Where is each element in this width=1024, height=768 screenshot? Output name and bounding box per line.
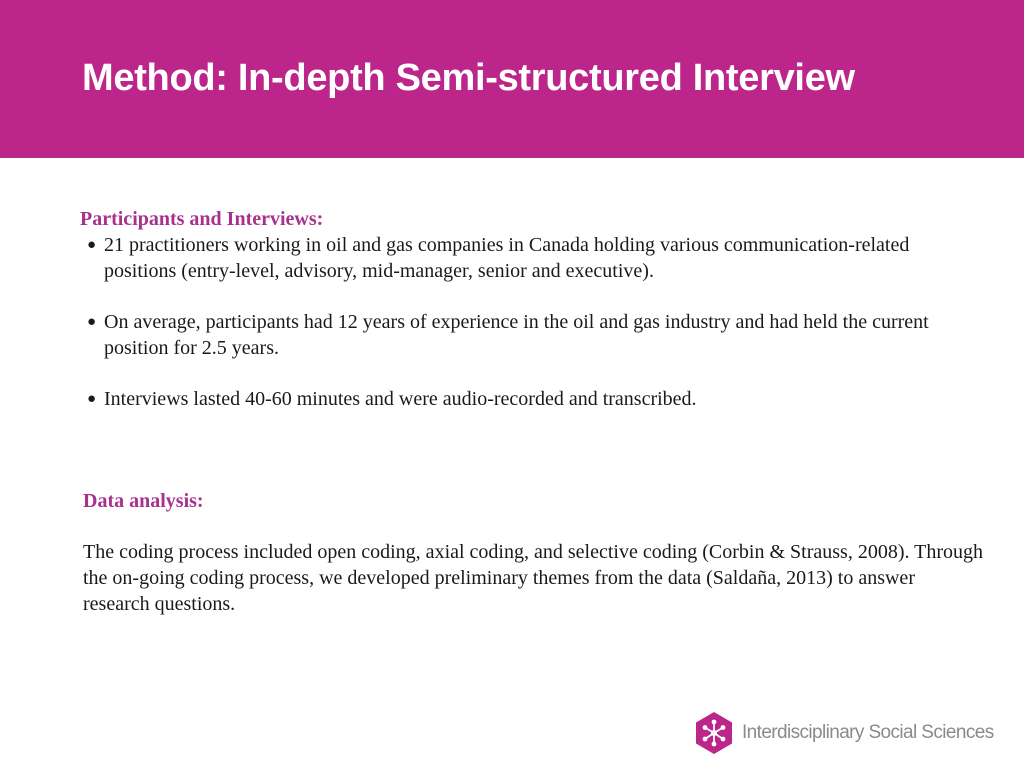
bullet-item xyxy=(87,232,957,284)
hexagon-network-icon xyxy=(694,711,734,755)
bullet-item xyxy=(87,386,957,412)
bullet-item xyxy=(87,309,957,361)
participants-heading: Participants and Interviews: xyxy=(80,208,324,230)
slide-title: Method: In-depth Semi-structured Interview xyxy=(82,57,855,99)
bullet-icon: ● xyxy=(87,237,97,253)
bullet-text: Interviews lasted 40-60 minutes and were audio-recorded and transcribed. xyxy=(104,388,697,410)
header-banner xyxy=(0,0,1024,158)
logo-text: Interdisciplinary Social Sciences xyxy=(742,722,994,743)
participants-bullet-list xyxy=(87,232,957,412)
bullet-icon: ● xyxy=(87,391,97,407)
institution-logo xyxy=(694,711,994,755)
data-analysis-paragraph: The coding process included open coding, axial coding, and selective coding (Corbin & Strauss, 2008). Through the on-going coding process, we developed preliminary themes from the data (Saldaña, 2013) to answer research questions. xyxy=(83,541,983,615)
bullet-text: 21 practitioners working in oil and gas companies in Canada holding various communication-related positions (entry-level, advisory, mid-manager, senior and executive). xyxy=(104,234,910,282)
bullet-icon: ● xyxy=(87,314,97,330)
data-analysis-heading: Data analysis: xyxy=(83,490,204,512)
bullet-text: On average, participants had 12 years of experience in the oil and gas industry and had held the current position for 2.5 years. xyxy=(104,311,929,359)
